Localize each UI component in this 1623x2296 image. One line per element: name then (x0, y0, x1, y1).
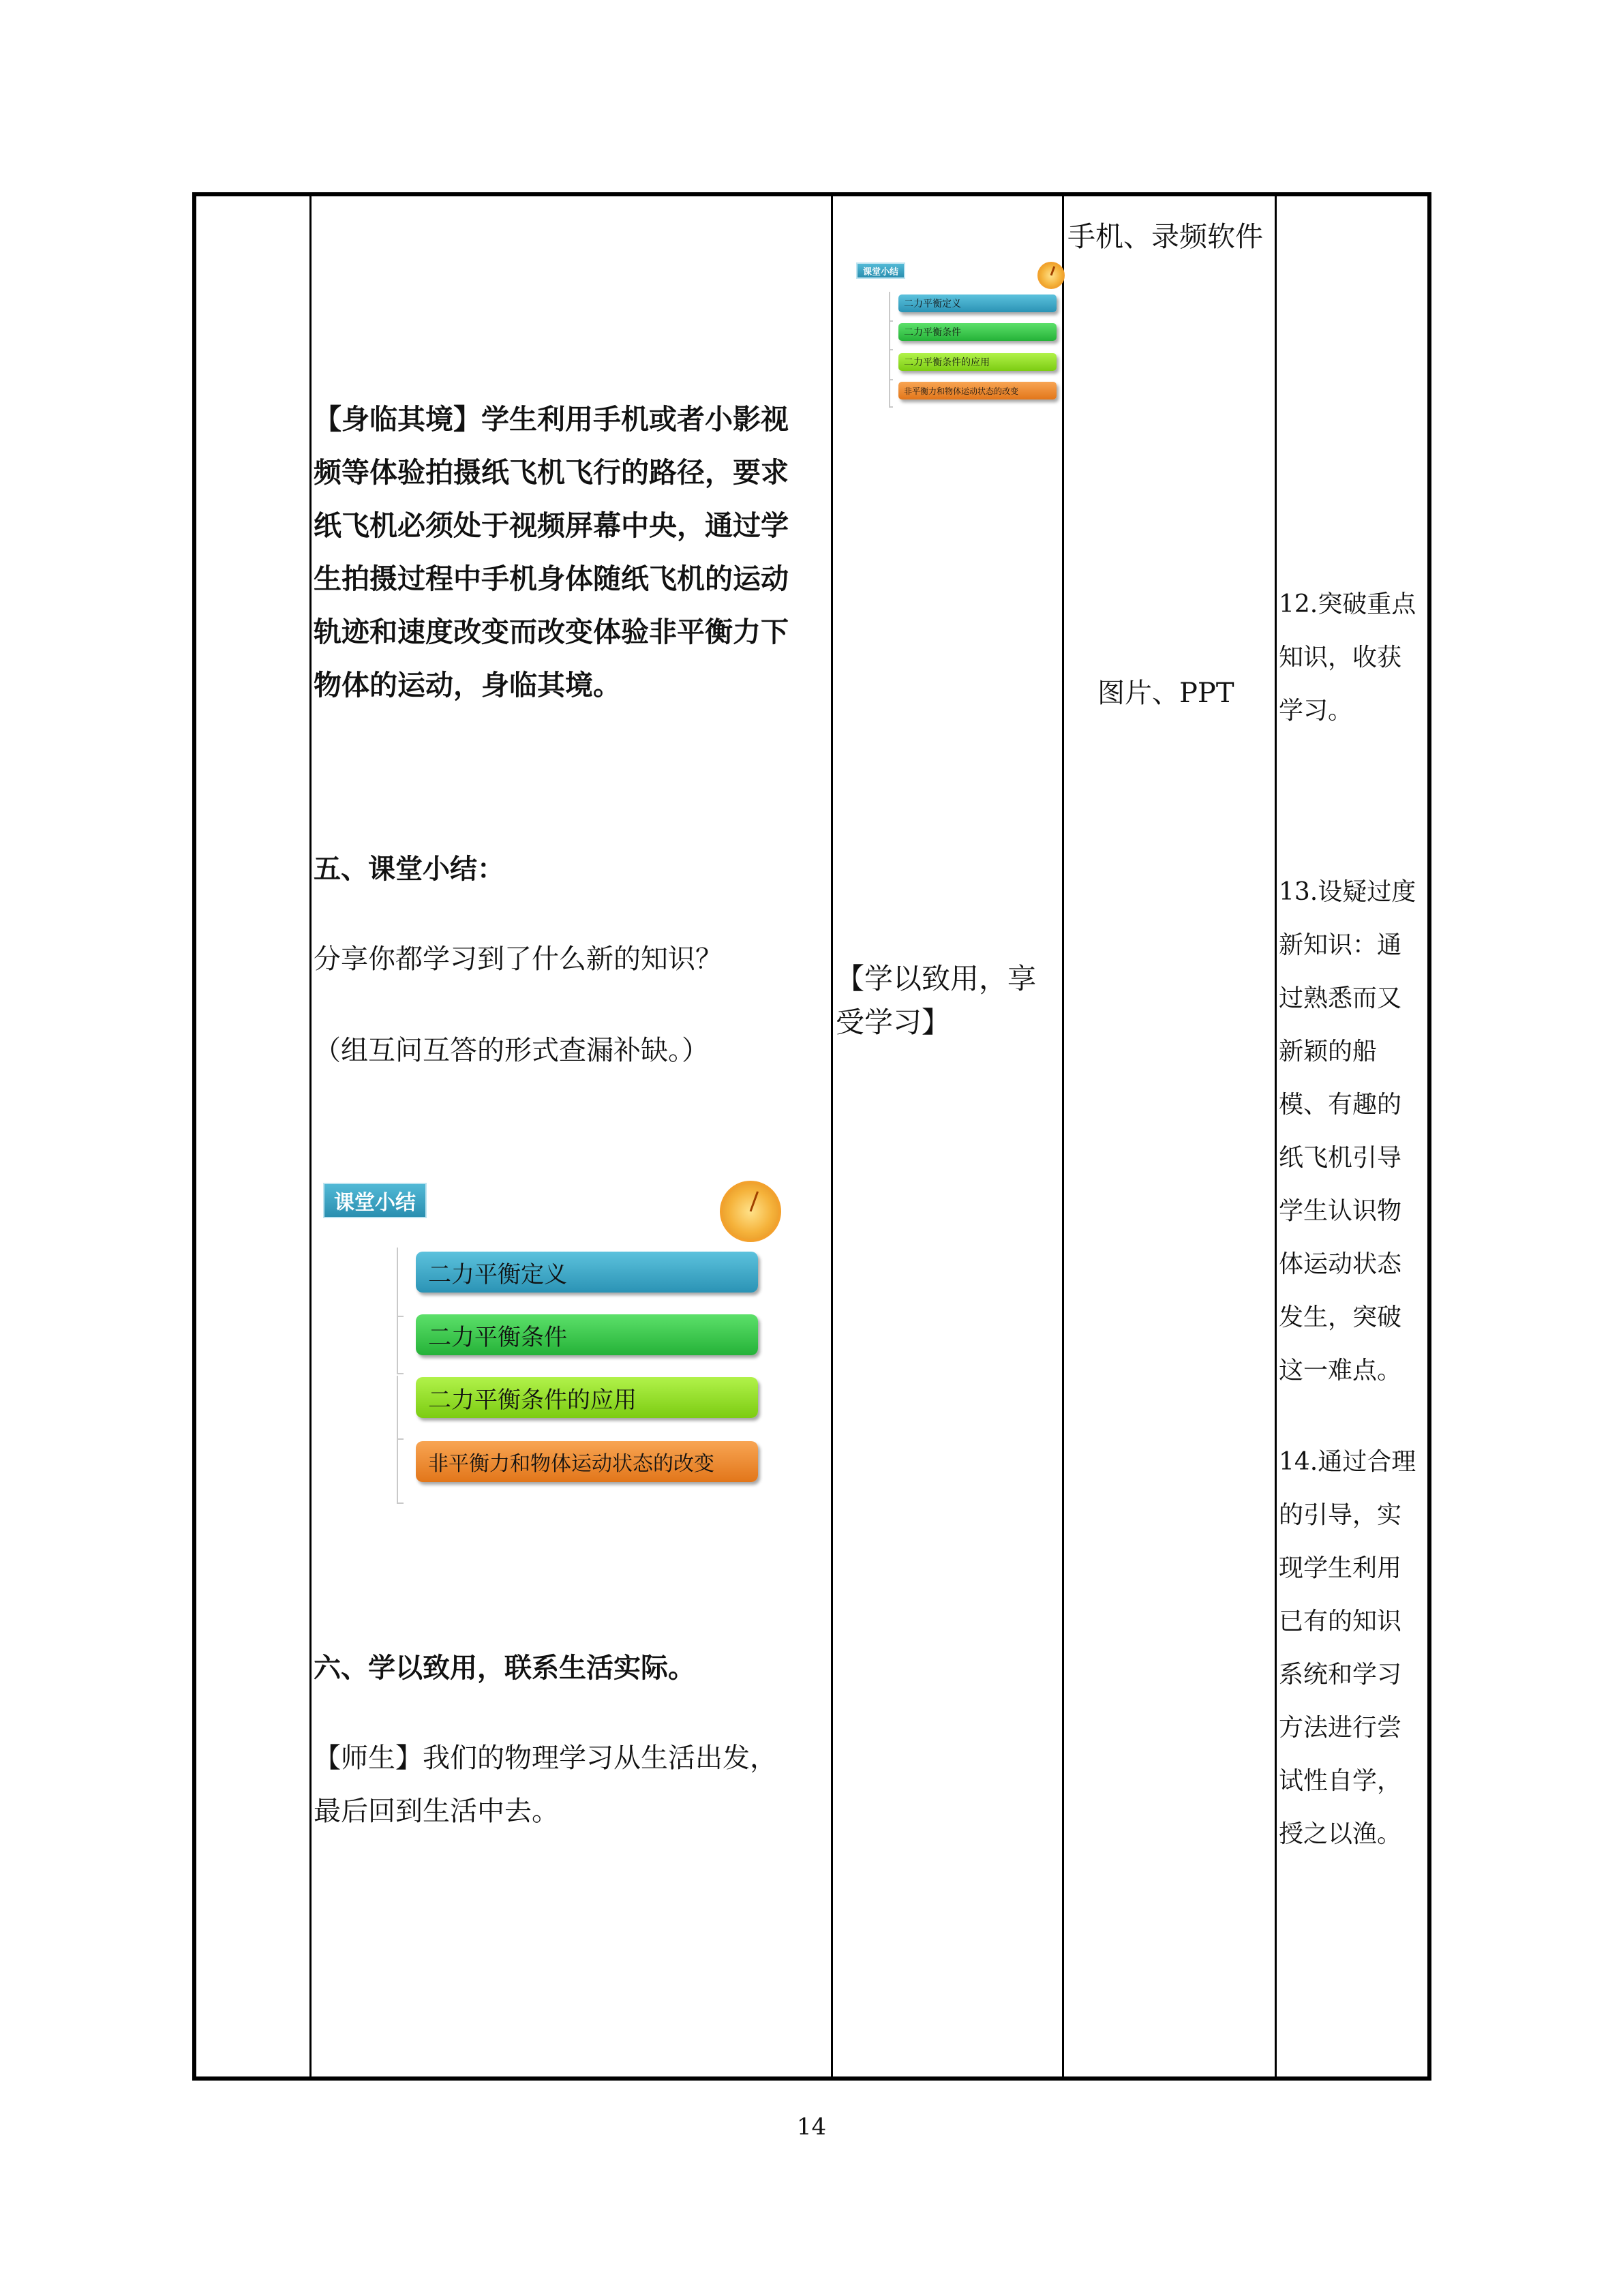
connector-line (889, 292, 893, 322)
note-line: 试性自学， (1279, 1767, 1402, 1795)
note-line: 体运动状态 (1279, 1250, 1402, 1278)
connector-line (397, 1313, 404, 1374)
note-line: 的引导，实 (1279, 1501, 1402, 1529)
connector-line (397, 1438, 404, 1504)
summary-item-4: 非平衡力和物体运动状态的改变 (416, 1441, 758, 1482)
note-line: 13.设疑过度 (1279, 878, 1416, 906)
connector-line (889, 379, 893, 408)
note-line: 过熟悉而又 (1279, 984, 1402, 1012)
note-line: 现学生利用 (1279, 1554, 1402, 1582)
media-phone-software: 手机、录频软件 (1067, 220, 1263, 253)
section5-question: 分享你都学习到了什么新的知识？ (314, 943, 723, 975)
column-divider-1 (309, 196, 312, 2076)
note-line: 授之以渔。 (1279, 1820, 1402, 1848)
note-line: 14.通过合理 (1279, 1448, 1416, 1476)
summary-item-1: 二力平衡定义 (416, 1252, 758, 1293)
summary-item-2: 二力平衡条件 (416, 1314, 758, 1355)
connector-line (889, 349, 893, 380)
design-note-12 (1279, 578, 1416, 738)
summary-item-1: 二力平衡定义 (898, 294, 1057, 312)
summary-tag: 课堂小结 (856, 262, 905, 279)
column-divider-3 (1062, 196, 1064, 2076)
note-line: 纸飞机引导 (1279, 1144, 1402, 1172)
alarm-clock-icon (1037, 262, 1065, 289)
note-line: 新颖的船 (1279, 1038, 1378, 1066)
note-line: 发生，突破 (1279, 1303, 1402, 1331)
student-activity-line: 受学习】 (836, 1006, 951, 1039)
summary-item-3: 二力平衡条件的应用 (898, 353, 1057, 371)
section6-heading: 六、学以致用，联系生活实际。 (314, 1652, 695, 1684)
note-line: 已有的知识 (1279, 1607, 1402, 1635)
note-line: 12.突破重点 (1279, 590, 1416, 618)
section6-line: 最后回到生活中去。 (314, 1796, 559, 1827)
alarm-clock-icon (720, 1181, 781, 1242)
connector-line (397, 1248, 404, 1317)
student-activity (836, 957, 1036, 1044)
section5-note: （组互问互答的形式查漏补缺。） (314, 1035, 709, 1066)
student-activity-line: 【学以致用，享 (836, 962, 1037, 995)
summary-item-4: 非平衡力和物体运动状态的改变 (898, 382, 1057, 399)
immersion-paragraph (314, 393, 789, 712)
summary-item-2: 二力平衡条件 (898, 323, 1057, 341)
page-number: 14 (796, 2113, 827, 2141)
section6-line: 【师生】我们的物理学习从生活出发， (314, 1742, 777, 1774)
section5-heading: 五、课堂小结： (314, 853, 504, 885)
note-line: 学生认识物 (1279, 1197, 1402, 1225)
immersion-line: 物体的运动，身临其境。 (314, 669, 621, 701)
media-pictures-ppt: 图片、PPT (1097, 678, 1234, 709)
connector-line (397, 1376, 404, 1440)
design-note-14 (1279, 1436, 1416, 1861)
class-summary-graphic (320, 1179, 798, 1507)
immersion-line: 轨迹和速度改变而改变体验非平衡力下 (314, 616, 789, 648)
summary-thumbnail (853, 259, 1072, 409)
design-note-13 (1279, 866, 1416, 1398)
note-line: 新知识：通 (1279, 931, 1402, 959)
immersion-line: 纸飞机必须处于视频屏幕中央，通过学 (314, 509, 789, 542)
column-divider-4 (1275, 196, 1277, 2076)
note-line: 学习。 (1279, 697, 1353, 725)
note-line: 知识，收获 (1279, 644, 1402, 671)
immersion-line: 【身临其境】学生利用手机或者小影视 (314, 403, 789, 436)
connector-line (889, 320, 893, 350)
note-line: 这一难点。 (1279, 1357, 1402, 1385)
section6-paragraph (314, 1732, 777, 1838)
column-divider-2 (831, 196, 833, 2076)
immersion-line: 生拍摄过程中手机身体随纸飞机的运动 (314, 562, 789, 595)
note-line: 方法进行尝 (1279, 1714, 1402, 1742)
summary-item-3: 二力平衡条件的应用 (416, 1377, 758, 1418)
immersion-line: 频等体验拍摄纸飞机飞行的路径，要求 (314, 456, 789, 489)
note-line: 模、有趣的 (1279, 1091, 1402, 1119)
summary-tag: 课堂小结 (323, 1183, 427, 1218)
note-line: 系统和学习 (1279, 1661, 1402, 1689)
